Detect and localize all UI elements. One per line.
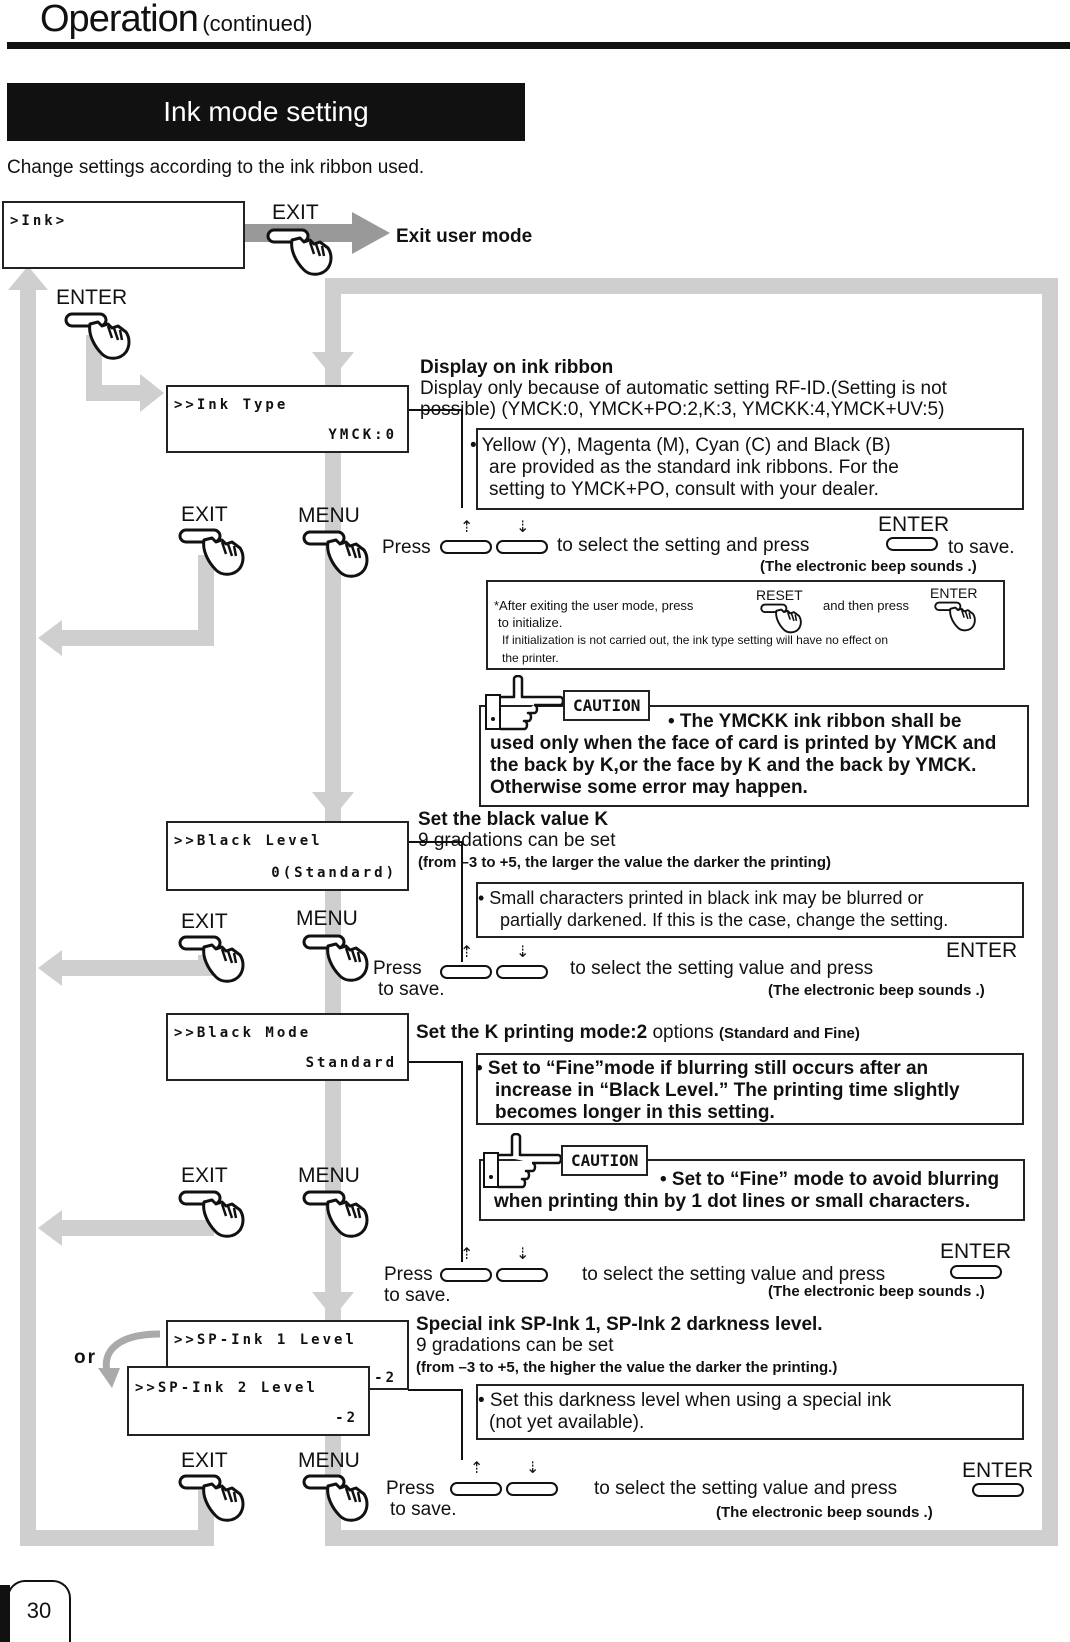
up-arrow-icon: ⇡ [460,1246,474,1263]
up-arrow-icon: ⇡ [460,944,474,961]
black-level-save: to save. [378,979,445,1000]
black-mode-note1: • Set to “Fine”mode if blurring still occurs after an [476,1058,929,1079]
black-mode-note2: increase in “Black Level.” The printing time slightly [495,1080,960,1101]
caution2-text1: • Set to “Fine” mode to avoid blurring [660,1169,1000,1190]
ink-type-beep: (The electronic beep sounds .) [760,558,977,575]
down-arrow-icon: ⇣ [516,519,530,536]
pointing-hand-icon [484,675,564,731]
lcd-ink-type-line1: >>Ink Type [174,397,289,413]
ink-type-note3: setting to YMCK+PO, consult with your dealer. [489,479,879,500]
ink-type-select: to select the setting and press [557,535,810,556]
caution1-label: CAUTION [563,690,650,721]
caution1-text2: used only when the face of card is printed by YMCK and [490,733,997,754]
black-mode-save: to save. [384,1285,451,1306]
black-mode-menu-button[interactable] [302,1190,372,1240]
page-edge [0,1585,10,1642]
after-exit-then: and then press [823,598,910,613]
lcd-sp-ink2-line1: >>SP-Ink 2 Level [135,1380,318,1396]
header-title: Operation [40,0,198,40]
exit-label-top: EXIT [272,201,319,224]
sp-ink-exit-button[interactable] [178,1474,248,1524]
black-level-desc1: 9 gradations can be set [418,830,616,851]
ink-type-heading: Display on ink ribbon [420,357,614,378]
ink-type-up-button[interactable] [440,540,492,554]
down-arrow-icon: ⇣ [526,1460,540,1477]
ink-type-note1: • Yellow (Y), Magenta (M), Cyan (C) and Black (B) [470,435,891,456]
black-mode-down-button[interactable] [496,1268,548,1282]
black-mode-exit-label: EXIT [181,1164,228,1187]
after-exit-box [486,580,1005,670]
ink-type-menu-button[interactable] [302,530,372,580]
caution1-text1: • The YMCKK ink ribbon shall be [668,711,962,732]
black-mode-select: to select the setting value and press [582,1264,886,1285]
ink-type-desc1: Display only because of automatic setting RF-ID.(Setting is not [420,378,947,399]
lcd-ink-type [166,385,409,453]
sp-ink-save: to save. [390,1499,457,1520]
ink-type-menu-label: MENU [298,504,360,527]
sp-ink-press: Press [386,1478,435,1499]
enter-label-top: ENTER [56,286,128,309]
lcd-sp-ink1-line2: -2 [374,1370,397,1386]
caution2-text2: when printing thin by 1 dot lines or small characters. [494,1191,971,1212]
sp-ink-menu-label: MENU [298,1449,360,1472]
sp-ink-enter-label: ENTER [962,1459,1034,1482]
up-arrow-icon: ⇡ [460,519,474,536]
ink-type-exit-button[interactable] [178,528,248,578]
after-exit-text2: to initialize. [498,615,563,630]
black-level-down-button[interactable] [496,965,548,979]
down-arrow-icon: ⇣ [516,1246,530,1263]
section-title: Ink mode setting [163,96,369,127]
lcd-black-level-line2: 0(Standard) [271,865,397,881]
lcd-sp-ink2-line2: -2 [335,1410,358,1426]
lcd-black-level [166,821,409,891]
reset-label: RESET [756,587,803,603]
lcd-black-mode-line2: Standard [305,1055,397,1071]
after-exit-text1: *After exiting the user mode, press [494,598,694,613]
black-level-heading: Set the black value K [418,809,609,830]
sp-ink-or: or [74,1347,97,1368]
ink-type-press: Press [382,537,431,558]
black-mode-enter-button[interactable] [950,1265,1002,1279]
black-level-exit-button[interactable] [178,935,248,985]
ink-type-exit-label: EXIT [181,503,228,526]
sp-ink-down-button[interactable] [506,1482,558,1496]
black-mode-enter-label: ENTER [940,1240,1012,1263]
ink-type-desc2: possible) (YMCK:0, YMCK+PO:2,K:3, YMCKK:4,YMCK+UV:5) [420,399,945,420]
ink-type-enter-button[interactable] [886,537,938,551]
sp-ink-menu-button[interactable] [302,1474,372,1524]
page-number-tab [7,1580,71,1642]
black-mode-up-button[interactable] [440,1268,492,1282]
ink-type-down-button[interactable] [496,540,548,554]
black-mode-heading-bold: Set the K printing mode:2 [416,1022,648,1043]
enter-button-top[interactable] [64,312,134,362]
black-mode-beep: (The electronic beep sounds .) [768,1283,985,1300]
after-exit-enter-button[interactable] [934,601,978,633]
after-exit-enter-label: ENTER [930,585,978,601]
sp-ink-beep: (The electronic beep sounds .) [716,1504,933,1521]
black-mode-heading-small: (Standard and Fine) [719,1025,860,1042]
up-arrow-icon: ⇡ [470,1460,484,1477]
after-exit-text3: If initialization is not carried out, the ink type setting will have no effect on [502,633,888,647]
black-level-desc2: (from –3 to +5, the larger the value the darker the printing) [418,854,832,871]
section-intro: Change settings according to the ink ribbon used. [7,157,425,178]
black-level-enter-label: ENTER [946,939,1018,962]
lcd-black-mode [166,1013,409,1081]
sp-ink-exit-label: EXIT [181,1449,228,1472]
lcd-black-level-line1: >>Black Level [174,833,323,849]
black-mode-heading-normal: options [647,1022,720,1043]
black-level-note2: partially darkened. If this is the case, change the setting. [500,910,949,930]
lcd-ink-type-line2: YMCK:0 [328,427,397,443]
exit-user-mode-label: Exit user mode [396,226,533,247]
ink-type-note2: are provided as the standard ink ribbons. For the [489,457,899,478]
lcd-ink-menu [2,201,245,269]
black-level-press: Press [373,958,422,979]
black-level-exit-label: EXIT [181,910,228,933]
pointing-hand-icon [482,1133,562,1189]
lcd-sp-ink2 [127,1366,370,1436]
black-level-menu-button[interactable] [302,934,372,984]
black-level-up-button[interactable] [440,965,492,979]
lcd-black-mode-line1: >>Black Mode [174,1025,312,1041]
sp-ink-select: to select the setting value and press [594,1478,898,1499]
lcd-sp-ink1-line1: >>SP-Ink 1 Level [174,1332,357,1348]
after-exit-text4: the printer. [502,651,559,665]
ink-type-save: to save. [948,537,1015,558]
caution2-label: CAUTION [561,1145,648,1176]
page-number: 30 [26,1598,52,1623]
black-level-menu-label: MENU [296,907,358,930]
black-level-note1: • Small characters printed in black ink may be blurred or [478,888,924,908]
caution1-text4: Otherwise some error may happen. [490,777,808,798]
sp-ink-desc2: (from –3 to +5, the higher the value the darker the printing.) [416,1359,838,1376]
sp-ink-enter-button[interactable] [972,1483,1024,1497]
exit-button-top[interactable] [266,228,336,278]
down-arrow-icon: ⇣ [516,944,530,961]
sp-ink-note1: • Set this darkness level when using a special ink [478,1390,892,1411]
sp-ink-up-button[interactable] [450,1482,502,1496]
header-subtitle: (continued) [202,11,313,36]
sp-ink-heading: Special ink SP-Ink 1, SP-Ink 2 darkness level. [416,1314,823,1335]
black-level-select: to select the setting value and press [570,958,874,979]
black-mode-exit-button[interactable] [178,1190,248,1240]
sp-ink-note2: (not yet available). [489,1412,645,1433]
black-mode-press: Press [384,1264,433,1285]
black-level-beep: (The electronic beep sounds .) [768,982,985,999]
black-mode-heading [416,1022,860,1044]
sp-ink-desc1: 9 gradations can be set [416,1335,614,1356]
black-mode-menu-label: MENU [298,1164,360,1187]
lcd-ink-text: >Ink> [10,213,68,229]
ink-type-enter-label: ENTER [878,513,950,536]
black-mode-note3: becomes longer in this setting. [495,1102,775,1123]
caution1-text3: the back by K,or the face by K and the back by YMCK. [490,755,977,776]
